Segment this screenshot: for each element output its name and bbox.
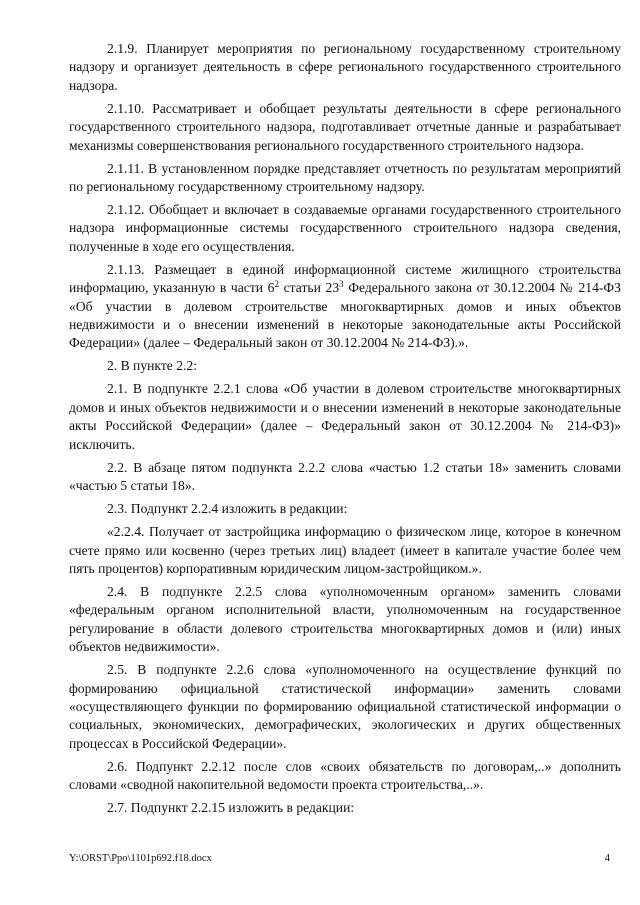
paragraph-2-1-13-part-c: Федерального закона от 30.12.2004 № 214-ФЗ «Об участии в долевом строительстве многоквартирных домов и иных объектов недвижимости и о внесении изменений в некоторые законодательные акты Российской Федерации» (далее – Федеральный закон от 30.12.2004 № 214-ФЗ).».: [69, 280, 621, 351]
paragraph-2-1-12: 2.1.12. Обобщает и включает в создаваемые органами государственного строительного надзора информационные системы государственного строительного надзора сведения, полученные в ходе его осуществления.: [69, 202, 621, 254]
paragraph-2-1: 2.1. В подпункте 2.2.1 слова «Об участии в долевом строительстве многоквартирных домов и иных объектов недвижимости и о внесении изменений в некоторые законодательные акты Российской Федерации» (далее – Федеральный закон от 30.12.2004 № 214-ФЗ)» исключить.: [69, 381, 621, 452]
paragraph-2-6: 2.6. Подпункт 2.2.12 после слов «своих обязательств по договорам,..» дополнить словами «сводной накопительной ведомости проекта строительства,..».: [69, 758, 621, 793]
paragraph-2-1-13-part-b: статьи 23: [278, 280, 340, 296]
paragraph-2-2-4-quote: «2.2.4. Получает от застройщика информацию о физическом лице, которое в конечном счете прямо или косвенно (через третьих лиц) владеет (имеет в капитале участие более чем пять процентов) корпоративным юридическим лицом-застройщиком.».: [69, 524, 621, 576]
paragraph-2-4: 2.4. В подпункте 2.2.5 слова «уполномоченным органом» заменить словами «федеральным органом исполнительной власти, уполномоченным на государственное регулирование в области долевого строительства многоквартирных домов и (или) иных объектов недвижимости».: [69, 583, 621, 655]
footer-file-path: Y:\ORST\Ppo\1101p692.f18.docx: [69, 853, 212, 864]
paragraph-2-7: 2.7. Подпункт 2.2.15 изложить в редакции:: [107, 800, 355, 816]
paragraph-2: 2. В пункте 2.2:: [107, 358, 197, 374]
paragraph-2-1-10: 2.1.10. Рассматривает и обобщает результаты деятельности в сфере регионального государственного строительного надзора, подготавливает отчетные данные и разрабатывает механизмы совершенствования регионального государственного строительного надзора.: [69, 100, 621, 153]
paragraph-2-1-11: 2.1.11. В установленном порядке представляет отчетность по результатам мероприятий по региональному государственному строительному надзору.: [69, 160, 621, 195]
paragraph-2-1-13: [69, 261, 621, 353]
paragraph-2-2: 2.2. В абзаце пятом подпункта 2.2.2 слова «частью 1.2 статьи 18» заменить словами «частью 5 статьи 18».: [69, 459, 621, 494]
paragraph-2-1-9: 2.1.9. Планирует мероприятия по региональному государственному строительному надзору и организует деятельность в сфере регионального государственного строительного надзора.: [69, 41, 621, 93]
document-body: [69, 40, 621, 822]
paragraph-2-5: 2.5. В подпункте 2.2.6 слова «уполномоченного на осуществление функций по формированию официальной статистической информации» заменить словами «осуществляющего функции по формированию официальной статистической информации о социальных, экономических, демографических, экологических и других общественных процессах в Российской Федерации».: [69, 662, 621, 751]
paragraph-2-1-13-part-a: 2.1.13. Размещает в единой информационной системе жилищного строительства информацию, указанную в части 6: [69, 261, 621, 296]
page-number: 4: [604, 853, 610, 864]
page-footer: [69, 853, 610, 864]
paragraph-2-3: 2.3. Подпункт 2.2.4 изложить в редакции:: [107, 501, 348, 517]
superscript-part: 2: [274, 279, 279, 290]
superscript-article: 3: [339, 279, 344, 290]
